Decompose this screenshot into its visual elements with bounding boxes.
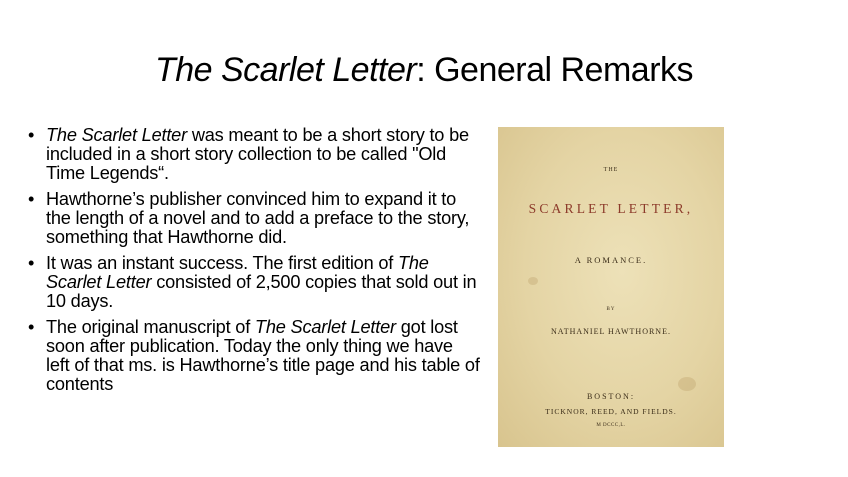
bullet-item (28, 254, 480, 311)
slide-title-italic: The Scarlet Letter (154, 51, 417, 89)
bullet-item (28, 318, 480, 394)
paper-stain (678, 377, 696, 391)
cover-author: NATHANIEL HAWTHORNE. (551, 327, 671, 336)
bullet-text: got lost soon after publication. Today the only thing we have left of that ms. is Hawthorne’s title page and his table of contents (46, 317, 480, 394)
bullet-dot: • (28, 253, 35, 273)
paper-stain (528, 277, 538, 285)
bullet-list (28, 126, 480, 401)
cover-book-title: SCARLET LETTER, (528, 201, 694, 216)
bullet-text: The original manuscript of (46, 317, 255, 337)
bullet-text: Hawthorne’s publisher convinced him to expand it to the length of a novel and to add a preface to the story, something that Hawthorne did. (46, 189, 470, 247)
bullet-dot: • (28, 125, 35, 145)
cover-by: BY (606, 307, 616, 312)
bullet-item (28, 126, 480, 183)
bullet-dot: • (28, 317, 35, 337)
slide-title-rest: : General Remarks (416, 51, 694, 89)
bullet-dot: • (28, 189, 35, 209)
bullet-item (28, 190, 480, 247)
bullet-italic-text: The Scarlet Letter (254, 317, 396, 337)
cover-subtitle: A ROMANCE. (574, 255, 648, 265)
slide-title (0, 50, 848, 90)
bullet-text: It was an instant success. The first edition of (46, 253, 398, 273)
book-title-page-image (498, 127, 724, 447)
bullet-italic-text: The Scarlet Letter (46, 125, 187, 145)
cover-the: THE (603, 167, 619, 173)
bullet-text: consisted of 2,500 copies that sold out in 10 days. (46, 272, 477, 311)
cover-city: BOSTON: (586, 392, 636, 401)
cover-publisher: TICKNOR, REED, AND FIELDS. (545, 407, 677, 416)
bullet-italic-text: The Scarlet Letter (46, 253, 429, 292)
bullet-text: was meant to be a short story to be included in a short story collection to be called "Old Time Legends“. (46, 125, 469, 183)
cover-year: M DCCC,L. (596, 423, 626, 428)
